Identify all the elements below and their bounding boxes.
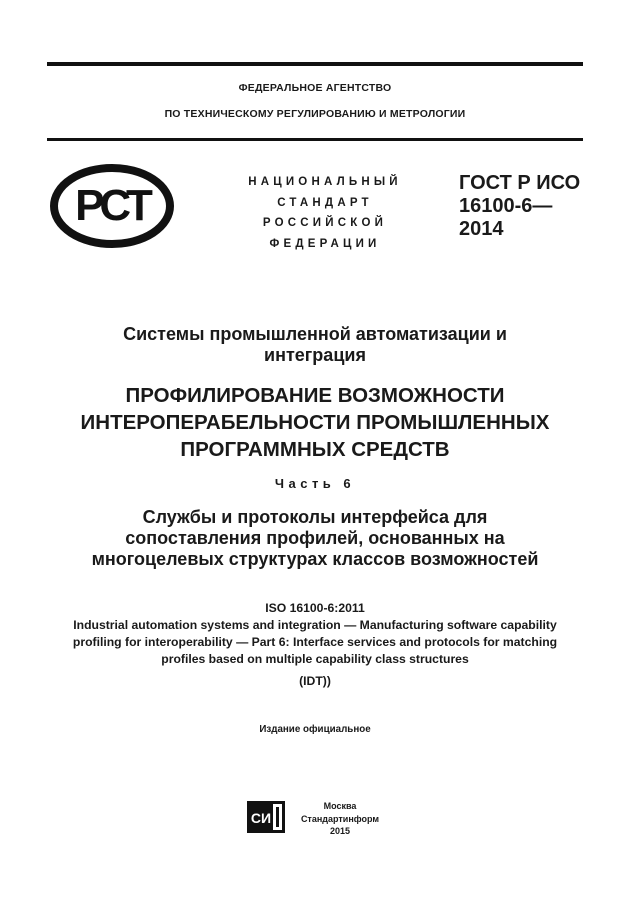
header-rule <box>47 138 583 141</box>
national-line-3: РОССИЙСКОЙ <box>262 217 388 229</box>
logo-letters: РСТ <box>75 181 149 230</box>
agency-line-2: ПО ТЕХНИЧЕСКОМУ РЕГУЛИРОВАНИЮ И МЕТРОЛОГИИ <box>164 108 466 120</box>
part-subtitle <box>0 507 630 570</box>
subtitle-line-1: Службы и протоколы интерфейса для <box>142 507 488 527</box>
designation-line-2: 16100-6— <box>459 195 553 217</box>
publisher-name: Стандартинформ <box>300 813 380 824</box>
national-line-1: НАЦИОНАЛЬНЫЙ <box>248 176 402 188</box>
publisher-city: Москва <box>323 801 357 811</box>
equivalence-label: (IDT)) <box>299 674 331 688</box>
top-rule <box>47 62 583 66</box>
standard-designation <box>459 172 580 241</box>
designation-line-1: ГОСТ Р ИСО <box>459 172 581 194</box>
subtitle-line-3: многоцелевых структурах классов возможностей <box>91 549 539 569</box>
main-title-line-1: ПРОФИЛИРОВАНИЕ ВОЗМОЖНОСТИ <box>125 384 505 407</box>
publisher-year: 2015 <box>329 826 351 836</box>
series-title <box>0 324 630 366</box>
national-line-4: ФЕДЕРАЦИИ <box>269 237 381 250</box>
series-line-2: интеграция <box>264 345 366 365</box>
main-title <box>0 382 630 463</box>
agency-line-1: ФЕДЕРАЛЬНОЕ АГЕНТСТВО <box>238 82 392 94</box>
publisher-logo-icon <box>247 801 285 833</box>
edition-label: Издание официальное <box>259 724 371 735</box>
publisher-info <box>292 800 388 838</box>
designation-line-3: 2014 <box>459 218 504 240</box>
publisher-logo-letters: СИ <box>250 810 272 826</box>
iso-reference: ISO 16100-6:2011 <box>265 601 365 615</box>
english-line-1: Industrial automation systems and integration — Manufacturing software capability <box>73 618 557 632</box>
part-label: Часть 6 <box>274 476 356 491</box>
gost-r-logo-icon <box>50 163 174 249</box>
subtitle-line-2: сопоставления профилей, основанных на <box>125 528 505 548</box>
national-standard-label <box>230 172 420 254</box>
main-title-line-3: ПРОГРАММНЫХ СРЕДСТВ <box>180 438 450 461</box>
english-line-3: profiles based on multiple capability class structures <box>161 652 469 666</box>
national-line-2: СТАНДАРТ <box>277 196 373 209</box>
english-line-2: profiling for interoperability — Part 6: Interface services and protocols for matching <box>72 635 558 649</box>
main-title-line-2: ИНТЕРОПЕРАБЕЛЬНОСТИ ПРОМЫШЛЕННЫХ <box>80 411 550 434</box>
series-line-1: Системы промышленной автоматизации и <box>123 324 507 344</box>
english-title <box>0 617 630 668</box>
